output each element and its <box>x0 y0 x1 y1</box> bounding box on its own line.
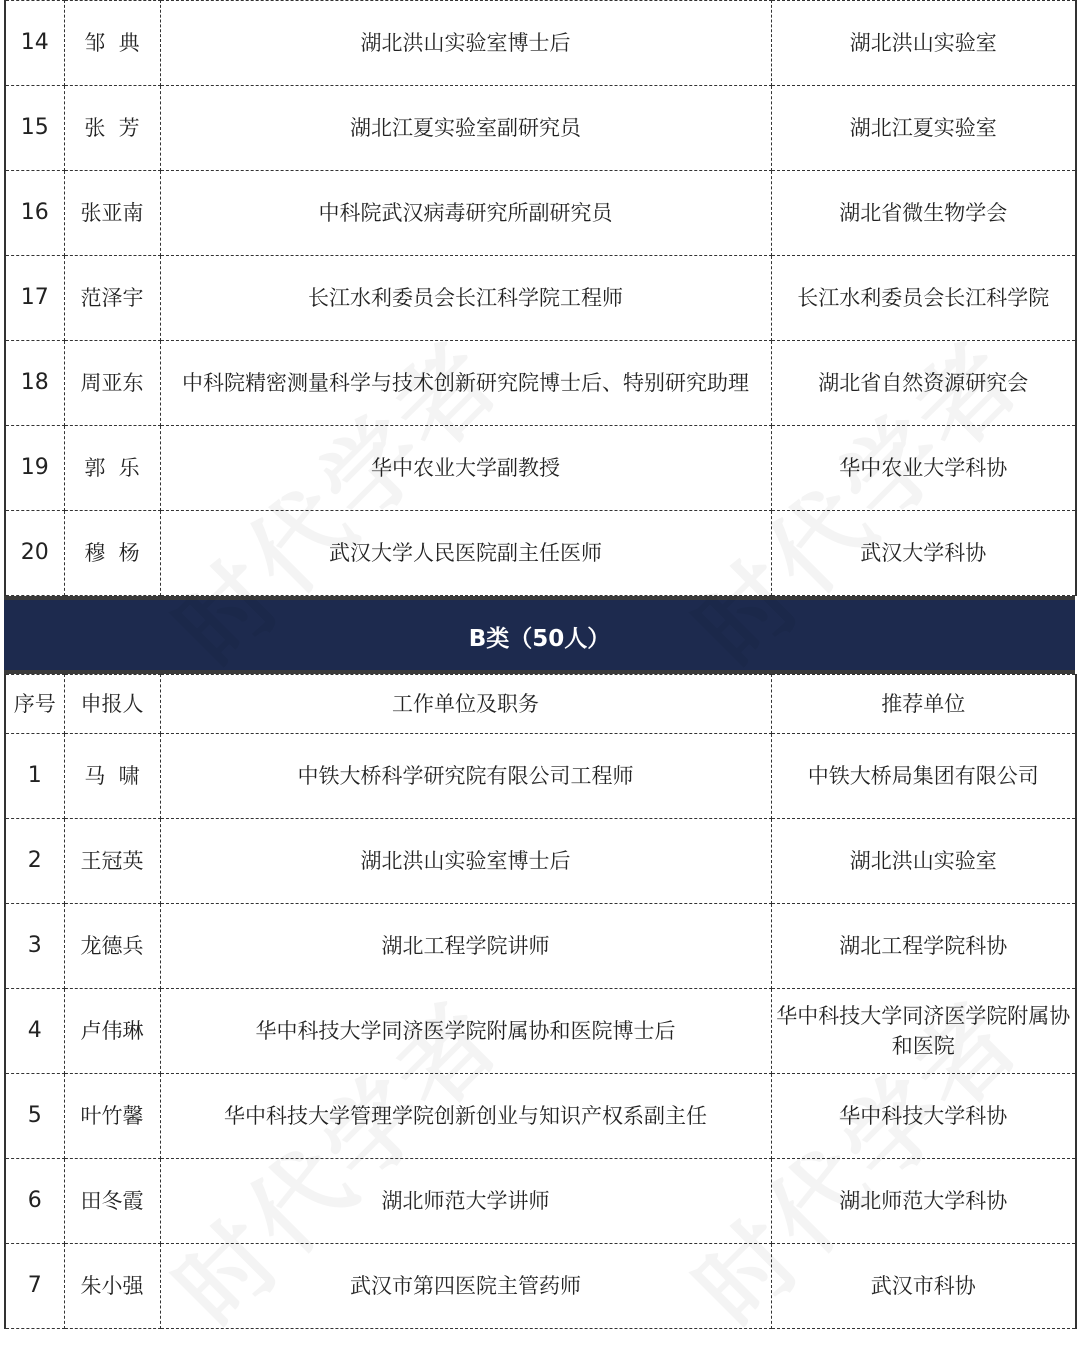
applicant-name: 马 啸 <box>64 734 160 819</box>
table-row <box>5 426 1076 511</box>
table-row <box>5 1159 1076 1244</box>
row-number: 14 <box>5 1 64 86</box>
applicant-name: 田冬霞 <box>64 1159 160 1244</box>
work-unit: 湖北师范大学讲师 <box>160 1159 771 1244</box>
table-row <box>5 171 1076 256</box>
recommending-unit: 武汉大学科协 <box>771 511 1076 596</box>
applicant-name: 卢伟琳 <box>64 989 160 1074</box>
recommending-unit: 湖北省微生物学会 <box>771 171 1076 256</box>
table-row <box>5 1 1076 86</box>
table-row <box>5 904 1076 989</box>
recommending-unit: 湖北洪山实验室 <box>771 1 1076 86</box>
applicant-name: 王冠英 <box>64 819 160 904</box>
section-b-title: B类（50人） <box>468 626 611 652</box>
row-number: 4 <box>5 989 64 1074</box>
header-recommender: 推荐单位 <box>771 675 1076 734</box>
row-number: 17 <box>5 256 64 341</box>
applicant-name: 范泽宇 <box>64 256 160 341</box>
applicant-name: 周亚东 <box>64 341 160 426</box>
table-row <box>5 819 1076 904</box>
table-row <box>5 989 1076 1074</box>
section-b-header-row <box>5 675 1076 734</box>
table-row <box>5 256 1076 341</box>
row-number: 3 <box>5 904 64 989</box>
recommending-unit: 华中农业大学科协 <box>771 426 1076 511</box>
work-unit: 长江水利委员会长江科学院工程师 <box>160 256 771 341</box>
recommending-unit: 湖北洪山实验室 <box>771 819 1076 904</box>
recommending-unit: 湖北工程学院科协 <box>771 904 1076 989</box>
row-number: 15 <box>5 86 64 171</box>
recommending-unit: 湖北江夏实验室 <box>771 86 1076 171</box>
applicant-name: 穆 杨 <box>64 511 160 596</box>
work-unit: 华中农业大学副教授 <box>160 426 771 511</box>
work-unit: 武汉大学人民医院副主任医师 <box>160 511 771 596</box>
row-number: 20 <box>5 511 64 596</box>
section-a-table <box>4 0 1077 596</box>
work-unit: 湖北洪山实验室博士后 <box>160 1 771 86</box>
table-row <box>5 86 1076 171</box>
work-unit: 中科院武汉病毒研究所副研究员 <box>160 171 771 256</box>
recommending-unit: 湖北省自然资源研究会 <box>771 341 1076 426</box>
work-unit: 华中科技大学同济医学院附属协和医院博士后 <box>160 989 771 1074</box>
applicant-name: 郭 乐 <box>64 426 160 511</box>
recommending-unit: 中铁大桥局集团有限公司 <box>771 734 1076 819</box>
work-unit: 中科院精密测量科学与技术创新研究院博士后、特别研究助理 <box>160 341 771 426</box>
applicant-name: 张亚南 <box>64 171 160 256</box>
table-row <box>5 1244 1076 1329</box>
table-row <box>5 341 1076 426</box>
applicant-name: 叶竹馨 <box>64 1074 160 1159</box>
work-unit: 武汉市第四医院主管药师 <box>160 1244 771 1329</box>
row-number: 16 <box>5 171 64 256</box>
applicant-name: 邹 典 <box>64 1 160 86</box>
recommending-unit: 华中科技大学科协 <box>771 1074 1076 1159</box>
recommending-unit: 武汉市科协 <box>771 1244 1076 1329</box>
header-unit: 工作单位及职务 <box>160 675 771 734</box>
work-unit: 湖北洪山实验室博士后 <box>160 819 771 904</box>
recommending-unit: 长江水利委员会长江科学院 <box>771 256 1076 341</box>
work-unit: 湖北江夏实验室副研究员 <box>160 86 771 171</box>
row-number: 19 <box>5 426 64 511</box>
table-row <box>5 1074 1076 1159</box>
row-number: 2 <box>5 819 64 904</box>
row-number: 6 <box>5 1159 64 1244</box>
section-b-table <box>4 674 1077 1329</box>
row-number: 5 <box>5 1074 64 1159</box>
applicant-name: 龙德兵 <box>64 904 160 989</box>
document-sheet <box>4 0 1075 1346</box>
applicant-name: 张 芳 <box>64 86 160 171</box>
work-unit: 中铁大桥科学研究院有限公司工程师 <box>160 734 771 819</box>
recommending-unit: 湖北师范大学科协 <box>771 1159 1076 1244</box>
section-b-title-bar <box>4 596 1075 674</box>
table-row <box>5 734 1076 819</box>
row-number: 7 <box>5 1244 64 1329</box>
row-number: 1 <box>5 734 64 819</box>
row-number: 18 <box>5 341 64 426</box>
recommending-unit: 华中科技大学同济医学院附属协和医院 <box>771 989 1076 1074</box>
header-name: 申报人 <box>64 675 160 734</box>
work-unit: 湖北工程学院讲师 <box>160 904 771 989</box>
work-unit: 华中科技大学管理学院创新创业与知识产权系副主任 <box>160 1074 771 1159</box>
header-no: 序号 <box>5 675 64 734</box>
applicant-name: 朱小强 <box>64 1244 160 1329</box>
table-row <box>5 511 1076 596</box>
